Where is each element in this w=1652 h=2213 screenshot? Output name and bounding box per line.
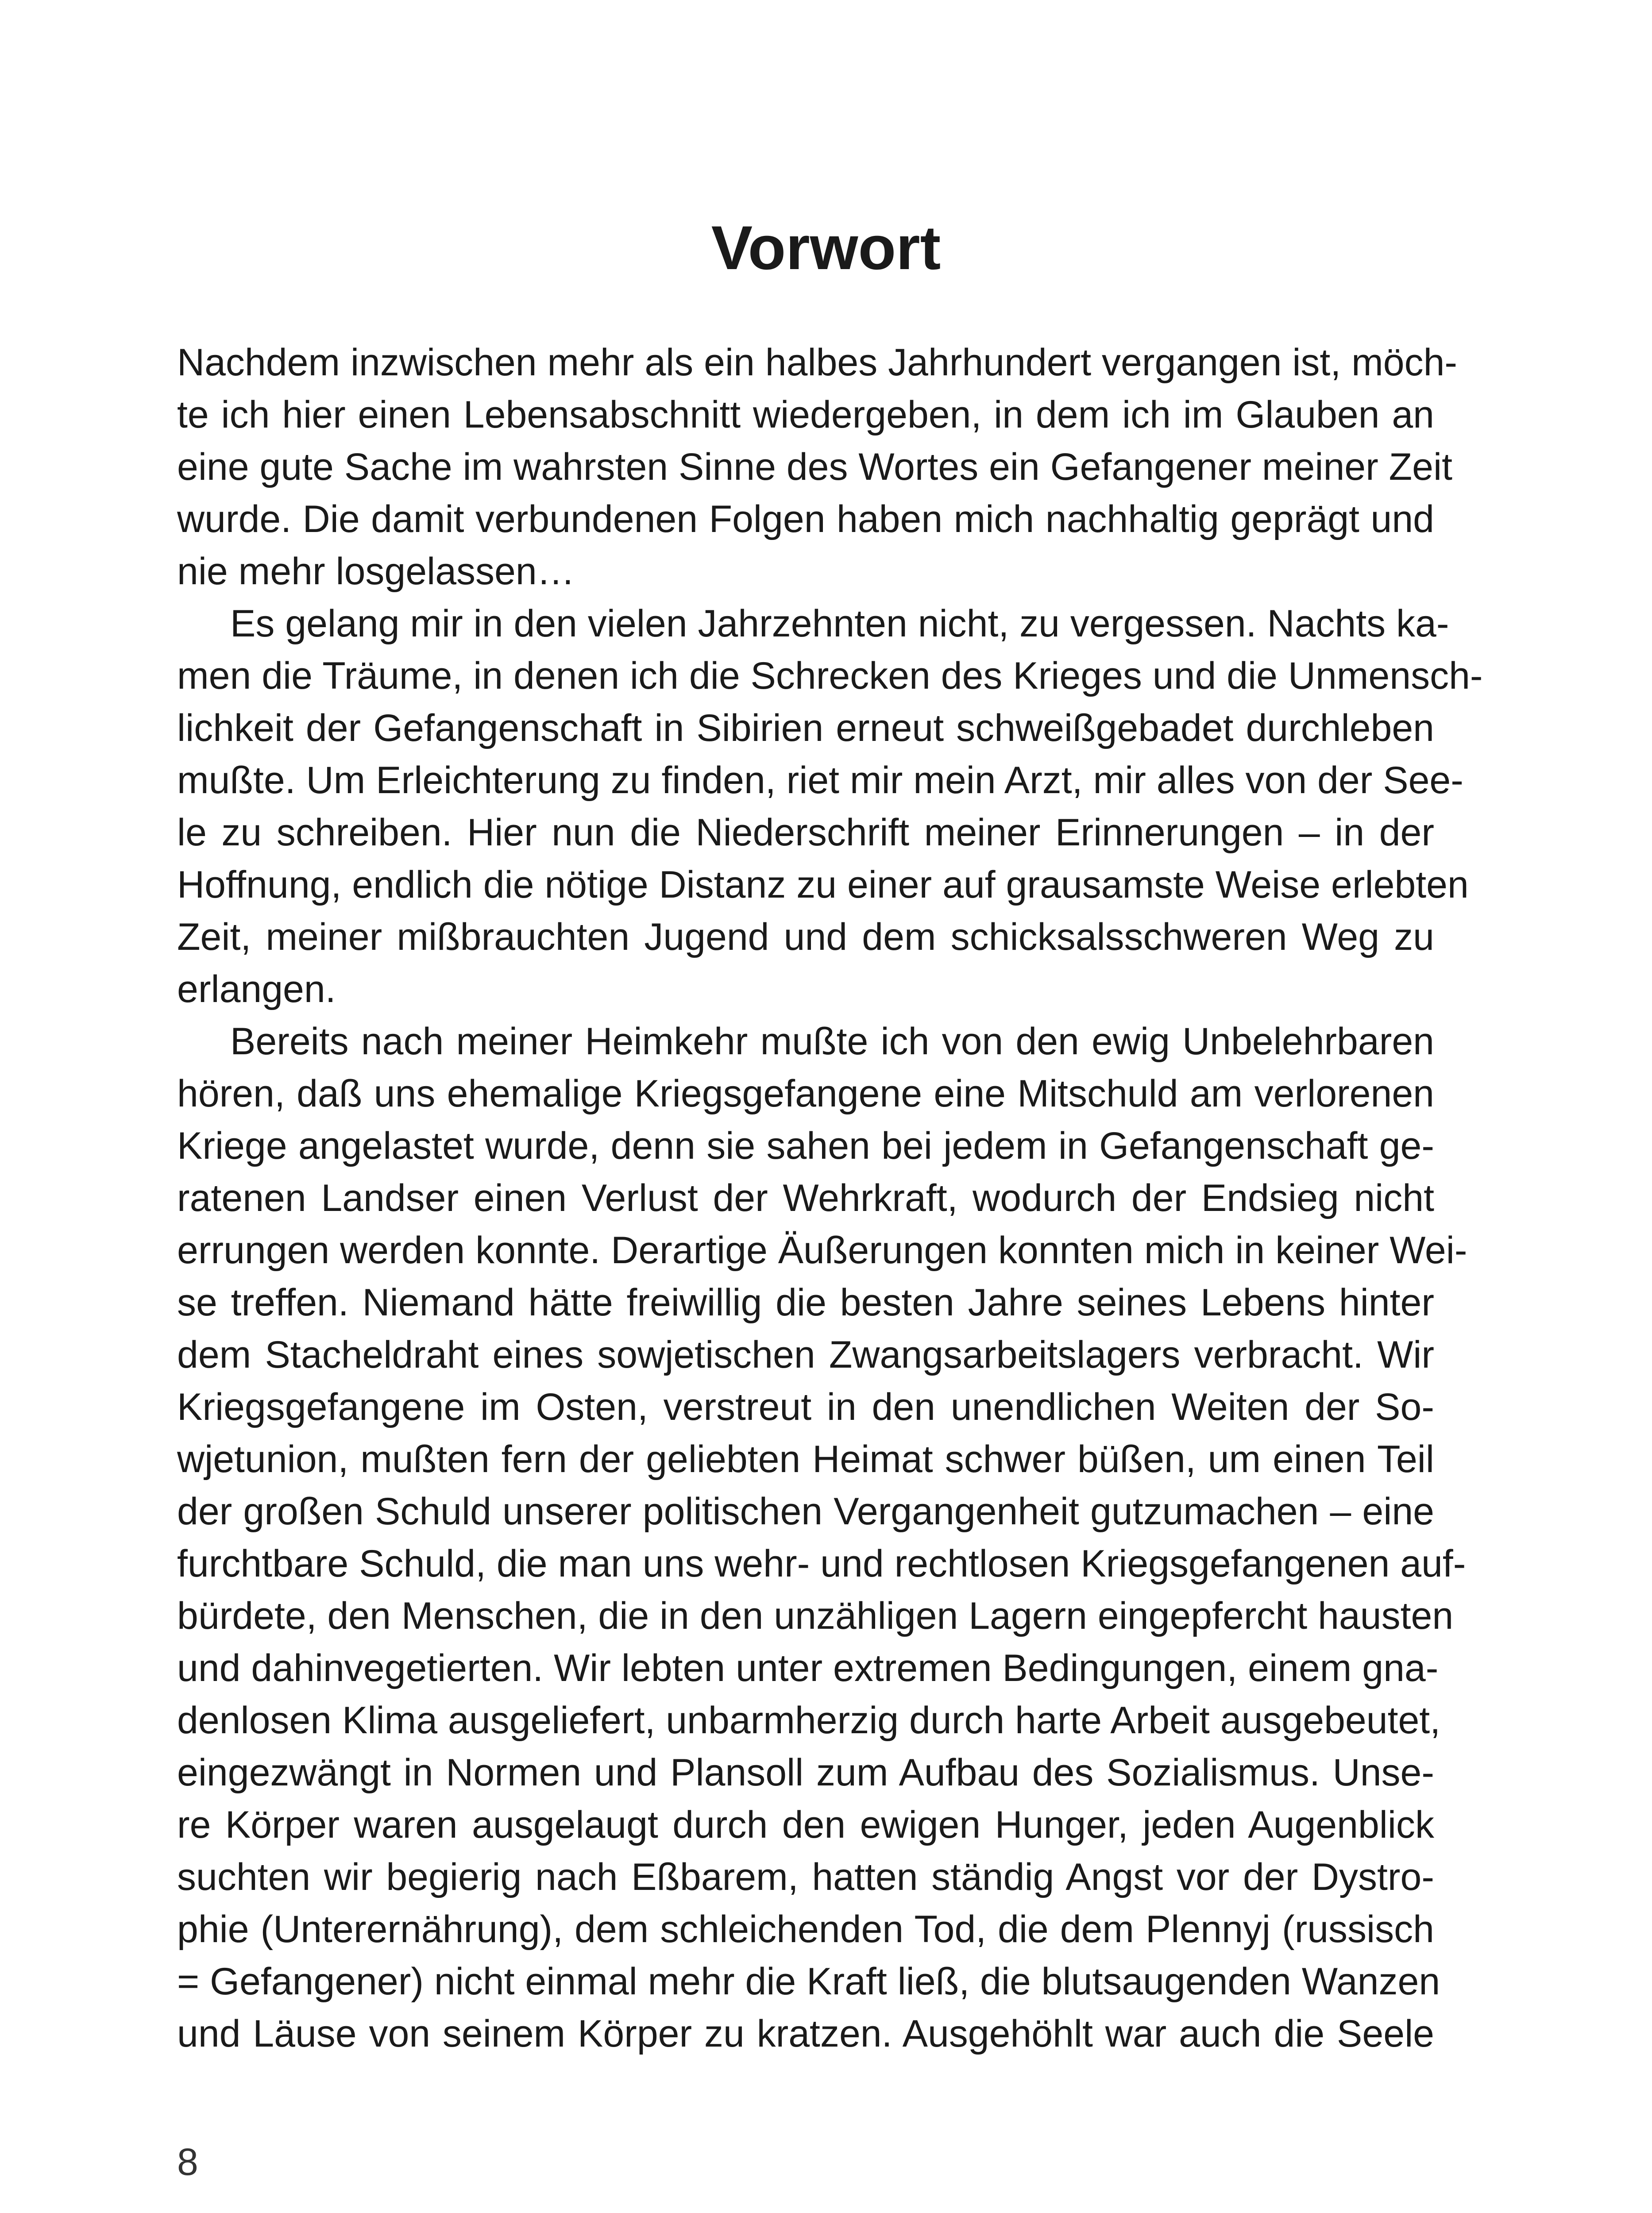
- text-line: mußte. Um Erleichterung zu finden, riet mir mein Arzt, mir alles von der See-: [177, 759, 1463, 802]
- text-line: furchtbare Schuld, die man uns wehr- und rechtlosen Kriegsgefangenen auf-: [177, 1542, 1466, 1585]
- text-line: phie (Unterernährung), dem schleichenden Tod, die dem Plennyj (russisch: [177, 1908, 1434, 1951]
- text-line: bürdete, den Menschen, die in den unzähligen Lagern eingepfercht hausten: [177, 1595, 1454, 1637]
- text-line: hören, daß uns ehemalige Kriegsgefangene eine Mitschuld am verlorenen: [177, 1072, 1434, 1115]
- text-line: Zeit, meiner mißbrauchten Jugend und dem schicksalsschweren Weg zu: [177, 916, 1434, 958]
- text-line: dem Stacheldraht eines sowjetischen Zwangsarbeitslagers verbracht. Wir: [177, 1334, 1434, 1376]
- text-line: Es gelang mir in den vielen Jahrzehnten nicht, zu vergessen. Nachts ka-: [230, 602, 1449, 645]
- text-line: suchten wir begierig nach Eßbarem, hatten ständig Angst vor der Dystro-: [177, 1856, 1434, 1898]
- text-line: errungen werden konnte. Derartige Äußerungen konnten mich in keiner Wei-: [177, 1229, 1467, 1272]
- text-line: Kriegsgefangene im Osten, verstreut in den unendlichen Weiten der So-: [177, 1386, 1434, 1428]
- text-line: se treffen. Niemand hätte freiwillig die besten Jahre seines Lebens hinter: [177, 1281, 1434, 1324]
- text-line: wurde. Die damit verbundenen Folgen haben mich nachhaltig geprägt und: [177, 498, 1434, 540]
- text-line: eine gute Sache im wahrsten Sinne des Wortes ein Gefangener meiner Zeit: [177, 446, 1452, 488]
- text-line: erlangen.: [177, 968, 336, 1010]
- text-line: Hoffnung, endlich die nötige Distanz zu einer auf grausamste Weise erlebten: [177, 864, 1469, 906]
- text-line: und Läuse von seinem Körper zu kratzen. Ausgehöhlt war auch die Seele: [177, 2013, 1434, 2055]
- text-line: eingezwängt in Normen und Plansoll zum Aufbau des Sozialismus. Unse-: [177, 1751, 1434, 1794]
- text-line: ratenen Landser einen Verlust der Wehrkraft, wodurch der Endsieg nicht: [177, 1177, 1434, 1219]
- text-line: le zu schreiben. Hier nun die Niederschrift meiner Erinnerungen – in der: [177, 811, 1434, 854]
- text-line: und dahinvegetierten. Wir lebten unter extremen Bedingungen, einem gna-: [177, 1647, 1439, 1689]
- text-line: wjetunion, mußten fern der geliebten Heimat schwer büßen, um einen Teil: [177, 1438, 1434, 1480]
- text-line: nie mehr losgelassen…: [177, 550, 575, 593]
- text-line: Kriege angelastet wurde, denn sie sahen bei jedem in Gefangenschaft ge-: [177, 1125, 1434, 1167]
- text-line: te ich hier einen Lebensabschnitt wiedergeben, in dem ich im Glauben an: [177, 393, 1434, 436]
- text-line: denlosen Klima ausgeliefert, unbarmherzig durch harte Arbeit ausgebeutet,: [177, 1699, 1441, 1742]
- page-number: 8: [177, 2141, 198, 2183]
- page-title: Vorwort: [711, 213, 941, 282]
- text-line: lichkeit der Gefangenschaft in Sibirien erneut schweißgebadet durchleben: [177, 707, 1434, 749]
- text-line: Nachdem inzwischen mehr als ein halbes Jahrhundert vergangen ist, möch-: [177, 341, 1458, 384]
- text-line: der großen Schuld unserer politischen Vergangenheit gutzumachen – eine: [177, 1490, 1434, 1533]
- text-line: men die Träume, in denen ich die Schrecken des Krieges und die Unmensch-: [177, 655, 1483, 697]
- text-line: = Gefangener) nicht einmal mehr die Kraft ließ, die blutsaugenden Wanzen: [177, 1960, 1440, 2003]
- text-line: Bereits nach meiner Heimkehr mußte ich von den ewig Unbelehrbaren: [230, 1020, 1434, 1063]
- foreword-text: [177, 336, 1483, 2060]
- text-line: re Körper waren ausgelaugt durch den ewigen Hunger, jeden Augenblick: [177, 1804, 1434, 1846]
